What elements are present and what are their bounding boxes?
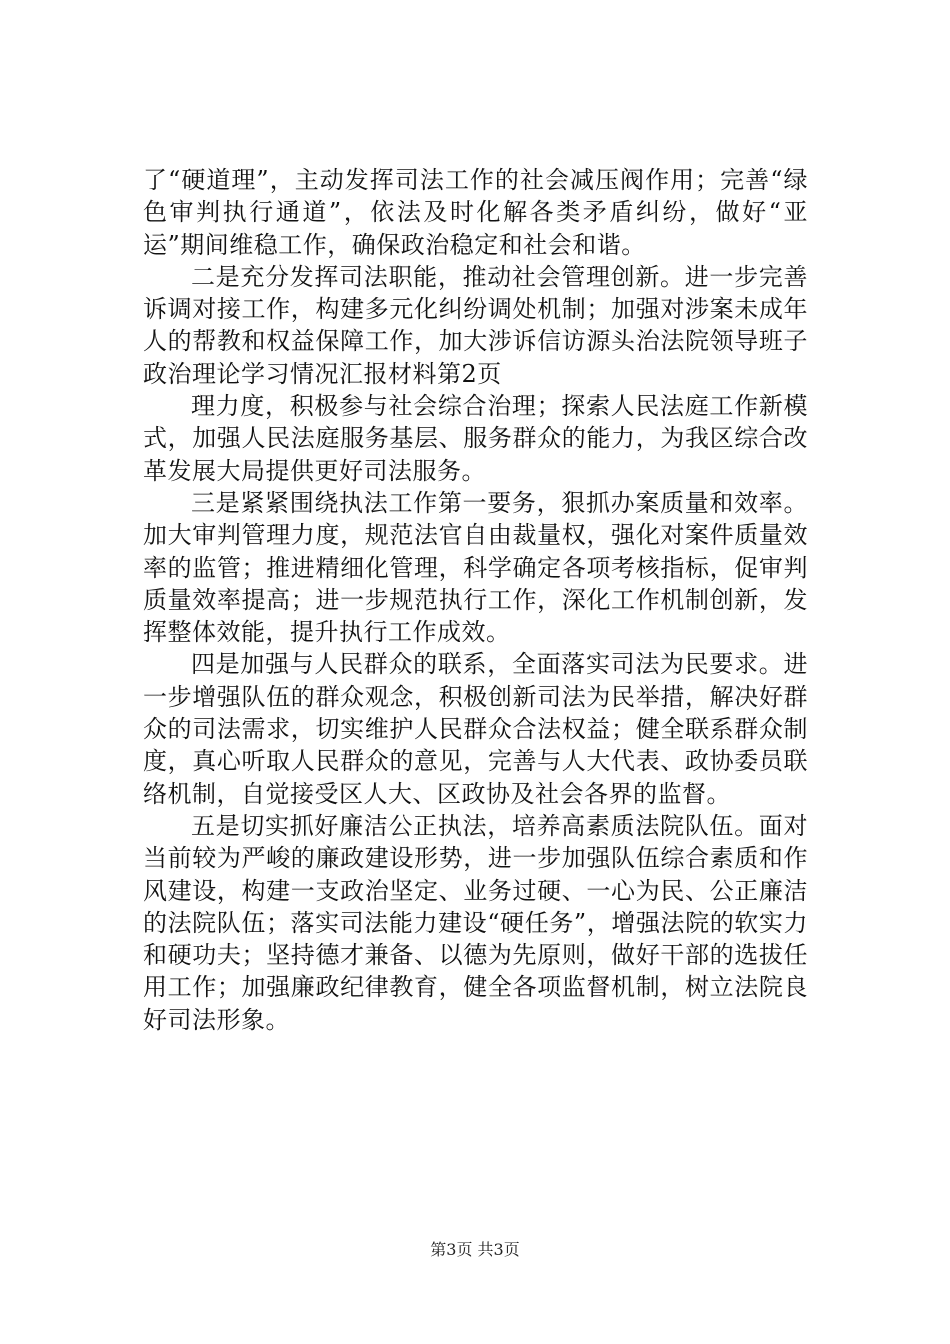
- page-footer: 第3页 共3页: [430, 1240, 520, 1259]
- paragraph-point-five: 五是切实抓好廉洁公正执法，培养高素质法院队伍。面对当前较为严峻的廉政建设形势，进一步加强队伍综合素质和作风建设，构建一支政治坚定、业务过硬、一心为民、公正廉洁的法院队伍；落实司法能力建设“硬任务”，增强法院的软实力和硬功夫；坚持德才兼备、以德为先原则，做好干部的选拔任用工作；加强廉政纪律教育，健全各项监督机制，树立法院良好司法形象。: [143, 811, 808, 1034]
- paragraph-continuation: 了“硬道理”，主动发挥司法工作的社会减压阀作用；完善“绿色审判执行通道”，依法及时化解各类矛盾纠纷，做好“亚运”期间维稳工作，确保政治稳定和社会和谐。: [143, 166, 808, 259]
- paragraph-point-four: 四是加强与人民群众的联系，全面落实司法为民要求。进一步增强队伍的群众观念，积极创新司法为民举措，解决好群众的司法需求，切实维护人民群众合法权益；健全联系群众制度，真心听取人民群众的意见，完善与人大代表、政协委员联络机制，自觉接受区人大、区政协及社会各界的监督。: [143, 650, 808, 808]
- paragraph-point-two-continued: 理力度，积极参与社会综合治理；探索人民法庭工作新模式，加强人民法庭服务基层、服务群众的能力，为我区综合改革发展大局提供更好司法服务。: [143, 392, 808, 485]
- paragraph-point-two: 二是充分发挥司法职能，推动社会管理创新。进一步完善诉调对接工作，构建多元化纠纷调处机制；加强对涉案未成年人的帮教和权益保障工作，加大涉诉信访源头治法院领导班子政治理论学习情况汇报材料第2页: [143, 262, 808, 388]
- paragraph-point-three: 三是紧紧围绕执法工作第一要务，狠抓办案质量和效率。加大审判管理力度，规范法官自由裁量权，强化对案件质量效率的监管；推进精细化管理，科学确定各项考核指标，促审判质量效率提高；进一步规范执行工作，深化工作机制创新，发挥整体效能，提升执行工作成效。: [143, 488, 808, 647]
- document-body: [143, 164, 808, 1036]
